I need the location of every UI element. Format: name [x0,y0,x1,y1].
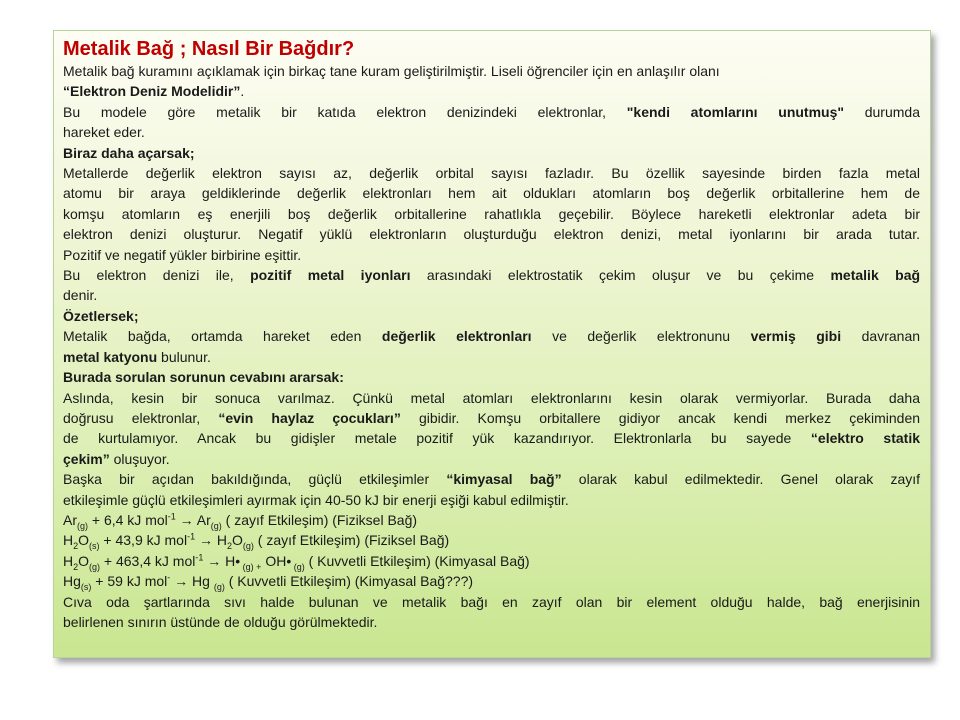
eq-text: H [63,552,74,569]
bold-term: "kendi atomlarını unutmuş" [626,103,845,120]
eq-subscript: (s) [89,541,100,552]
section-heading: Burada sorulan sorunun cevabını ararsak: [63,369,344,386]
bold-term: pozitif metal iyonları [250,267,411,284]
bold-term: “elektro statik [810,430,920,447]
text-line [63,326,920,346]
eq-subscript: 2 [73,561,79,572]
text-line [63,122,920,142]
text-line [63,265,920,285]
paragraph-text: oluşuyor. [109,450,170,467]
paragraph-text: Başka bir açıdan bakıldığında, güçlü etkileşimler [63,471,430,488]
radical-dot: • [286,552,292,569]
bold-term: “Elektron Deniz Modelidir” [63,83,241,100]
paragraph-text: olarak kabul edilmektedir. Genel olarak zayıf [578,471,921,488]
paragraph-text: davranan [861,328,921,345]
text-line [63,102,920,122]
paragraph-text: Bu modele göre metalik bir katıda elektron denizindeki elektronlar, [63,103,607,120]
eq-text: + 463,4 kJ mol [100,552,196,569]
eq-text: Hg [63,573,81,590]
text-line: Metallerde değerlik elektron sayısı az, değerlik orbital sayısı fazladır. Bu özellik sayesinde birden fazla metal [63,165,920,182]
eq-text: O [78,552,90,569]
paragraph-text: Metalik bağ kuramını açıklamak için birkaç tane kuram geliştirilmiştir. Liseli öğrenciler için en anlaşılır olanı [63,63,720,79]
text-line: Pozitif ve negatif yükler birbirine eşittir. [63,246,302,263]
paragraph-text: Metalik bağda, ortamda hareket eden [63,328,362,345]
bold-term: metal katyonu [63,348,158,365]
eq-text: → H [195,532,227,549]
section-heading: Biraz daha açarsak; [63,144,195,161]
eq-text: → Ar [175,511,211,528]
eq-subscript: (g) + [240,561,262,572]
bold-term: “kimyasal bağ” [446,471,562,488]
eq-text: → Hg [170,573,214,590]
paragraph-text: doğrusu elektronlar, [63,409,201,426]
paragraph-text: hareket eder. [63,124,145,141]
equation-water-vaporization [63,530,920,550]
eq-text: H [63,532,74,549]
text-line: komşu atomların eş enerjili boş değerlik orbitallerine rahatlıkla geçebilir. Böylece hareketli elektronlar adeta bir [63,205,920,222]
paragraph-text: Bu elektron denizi ile, [63,267,234,284]
paragraph-text: bulunur. [157,348,211,365]
text-line [63,81,920,101]
text-line: belirlenen sınırın üstünde de olduğu görülmektedir. [63,613,378,630]
paragraph-text: gibidir. Komşu orbitallere gidiyor ancak kendi merkez çekiminden [418,409,921,426]
eq-superscript: - [167,572,171,583]
eq-subscript: (g) [213,581,225,592]
paragraph-text: ve değerlik elektronunu [552,328,731,345]
eq-subscript: (g) [242,541,254,552]
bold-term: değerlik elektronları [381,328,532,345]
bold-term: çekim” [63,450,110,467]
text-line [63,469,920,489]
eq-text: ( zayıf Etkileşim) (Fiziksel Bağ) [221,511,418,528]
text-line [63,428,920,448]
section-heading: Özetlersek; [63,307,139,324]
text-line [63,449,920,469]
eq-text: Ar [63,511,77,528]
eq-subscript: (g) [89,561,101,572]
text-line: atomu bir araya geldiklerinde değerlik elektronları hem ait oldukları atomların boş değerlik orbitallerine hem de [63,185,920,202]
eq-subscript: 2 [73,541,79,552]
eq-superscript: -1 [167,511,176,522]
eq-subscript: (g) [210,520,222,531]
paragraph-text: . [240,83,245,100]
text-line: elektron denizi oluşturur. Negatif yüklü elektronların oluşturduğu elektron denizi, metal iyonlarını bir arada tutar. [63,226,920,243]
eq-text: OH [261,552,287,569]
eq-text: O [78,532,90,549]
text-line [63,347,920,367]
paragraph-text: arasındaki elektrostatik çekim oluşur ve bu çekime [426,267,815,284]
radical-dot: • [235,552,241,569]
eq-subscript: 2 [226,541,232,552]
text-line [63,408,920,428]
text-line: etkileşimle güçlü etkileşimleri ayırmak için 40-50 kJ bir enerji eşiği kabul edilmiştir. [63,491,569,508]
equation-mercury [63,571,920,591]
text-line [63,61,920,81]
content-panel [53,30,931,658]
eq-subscript: (g) [291,561,305,572]
eq-subscript: (g) [77,520,88,531]
paragraph-text: durumda [864,103,920,120]
text-line: Aslında, kesin bir sonuca varılmaz. Çünkü metal atomları elektronlarını kesin olarak vermiyorlar. Burada daha [63,389,920,406]
paragraph-text: de kurtulamıyor. Ancak bu gidişler metale pozitif yük kazandırıyor. Elektronlarla bu sayede [63,430,792,447]
bold-term: “evin haylaz çocukları” [218,409,401,426]
eq-text: ( zayıf Etkileşim) (Fiziksel Bağ) [253,532,450,549]
eq-subscript: (s) [80,581,92,592]
equation-water-dissociation [63,551,920,571]
eq-text: + 43,9 kJ mol [99,532,188,549]
eq-text: ( Kuvvetli Etkileşim) (Kimyasal Bağ???) [224,573,474,590]
eq-text: + 6,4 kJ mol [88,511,168,528]
eq-text: → H [203,552,236,569]
eq-text: O [232,532,243,549]
text-line: Cıva oda şartlarında sıvı halde bulunan ve metalik bağı en zayıf olan bir element olduğu halde, bağ enerjisinin [63,593,920,610]
page-title: Metalik Bağ ; Nasıl Bir Bağdır? [63,38,355,60]
text-line: denir. [63,287,98,304]
eq-superscript: -1 [187,531,196,542]
bold-term: metalik bağ [830,267,921,284]
eq-text: + 59 kJ mol [91,573,168,590]
eq-superscript: -1 [195,552,204,563]
bold-term: vermiş gibi [750,328,842,345]
equation-argon [63,510,920,530]
eq-text: ( Kuvvetli Etkileşim) (Kimyasal Bağ) [304,552,530,569]
